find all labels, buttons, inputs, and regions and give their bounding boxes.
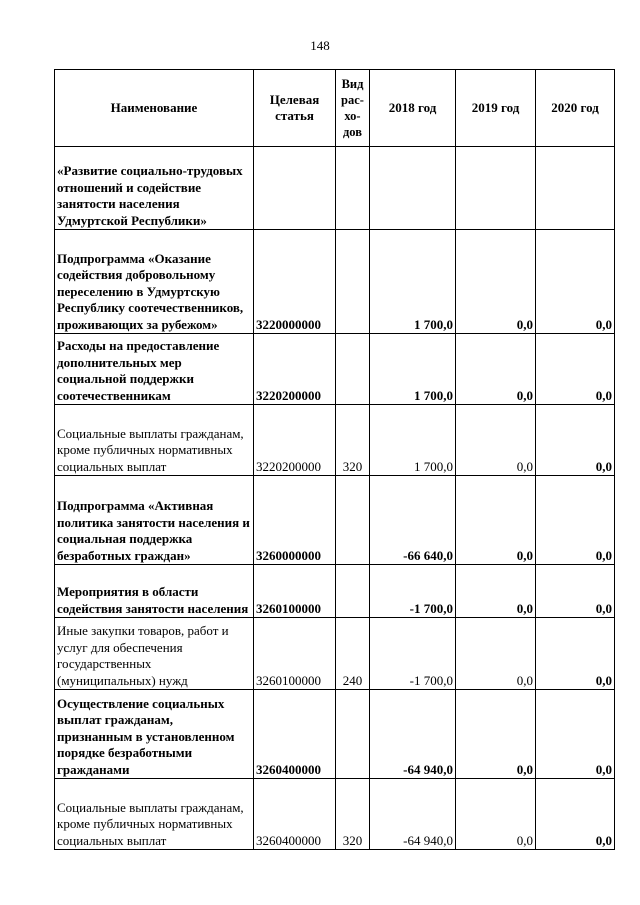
table-row bbox=[55, 147, 615, 230]
row-code: 3260000000 bbox=[254, 476, 336, 565]
row-type bbox=[336, 565, 370, 618]
row-2020: 0,0 bbox=[536, 476, 615, 565]
row-name: Подпрограмма «Активная политика занятости населения и социальная поддержка безработных граждан» bbox=[55, 476, 254, 565]
row-2018: 1 700,0 bbox=[370, 405, 456, 476]
row-2020: 0,0 bbox=[536, 690, 615, 779]
row-name: Социальные выплаты гражданам, кроме публичных нормативных социальных выплат bbox=[55, 405, 254, 476]
row-name: Социальные выплаты гражданам, кроме публичных нормативных социальных выплат bbox=[55, 779, 254, 850]
table-row bbox=[55, 565, 615, 618]
row-2019: 0,0 bbox=[456, 690, 536, 779]
row-2020: 0,0 bbox=[536, 779, 615, 850]
row-code: 3260100000 bbox=[254, 565, 336, 618]
row-type: 240 bbox=[336, 618, 370, 690]
row-type bbox=[336, 230, 370, 334]
row-2019: 0,0 bbox=[456, 565, 536, 618]
budget-table bbox=[54, 69, 615, 850]
row-2020: 0,0 bbox=[536, 230, 615, 334]
row-type bbox=[336, 147, 370, 230]
table-row bbox=[55, 405, 615, 476]
row-type bbox=[336, 690, 370, 779]
row-2020: 0,0 bbox=[536, 334, 615, 405]
row-type bbox=[336, 476, 370, 565]
table-row bbox=[55, 230, 615, 334]
row-2018: -64 940,0 bbox=[370, 690, 456, 779]
table-row bbox=[55, 334, 615, 405]
row-2019: 0,0 bbox=[456, 476, 536, 565]
row-name: Мероприятия в области содействия занятости населения bbox=[55, 565, 254, 618]
table-row bbox=[55, 476, 615, 565]
row-2019: 0,0 bbox=[456, 779, 536, 850]
table-row bbox=[55, 779, 615, 850]
row-2019: 0,0 bbox=[456, 618, 536, 690]
row-2020 bbox=[536, 147, 615, 230]
row-2018: 1 700,0 bbox=[370, 230, 456, 334]
row-code: 3260400000 bbox=[254, 779, 336, 850]
row-2018: 1 700,0 bbox=[370, 334, 456, 405]
row-2018: -1 700,0 bbox=[370, 565, 456, 618]
row-2019: 0,0 bbox=[456, 405, 536, 476]
row-2018 bbox=[370, 147, 456, 230]
row-code bbox=[254, 147, 336, 230]
row-type: 320 bbox=[336, 405, 370, 476]
row-code: 3260100000 bbox=[254, 618, 336, 690]
row-name: «Развитие социально-трудовых отношений и содействие занятости населения Удмуртской Республики» bbox=[55, 147, 254, 230]
row-2019 bbox=[456, 147, 536, 230]
table-header-row bbox=[55, 70, 615, 147]
row-name: Иные закупки товаров, работ и услуг для обеспечения государственных (муниципальных) нужд bbox=[55, 618, 254, 690]
row-name: Осуществление социальных выплат гражданам, признанным в установленном порядке безработными гражданами bbox=[55, 690, 254, 779]
header-2020: 2020 год bbox=[536, 70, 615, 147]
row-code: 3220000000 bbox=[254, 230, 336, 334]
table-row bbox=[55, 618, 615, 690]
row-2020: 0,0 bbox=[536, 405, 615, 476]
row-2019: 0,0 bbox=[456, 334, 536, 405]
row-type bbox=[336, 334, 370, 405]
header-name: Наименование bbox=[55, 70, 254, 147]
row-2019: 0,0 bbox=[456, 230, 536, 334]
header-2018: 2018 год bbox=[370, 70, 456, 147]
row-code: 3220200000 bbox=[254, 405, 336, 476]
row-name: Расходы на предоставление дополнительных мер социальной поддержки соотечественникам bbox=[55, 334, 254, 405]
row-2018: -1 700,0 bbox=[370, 618, 456, 690]
row-code: 3220200000 bbox=[254, 334, 336, 405]
row-code: 3260400000 bbox=[254, 690, 336, 779]
row-name: Подпрограмма «Оказание содействия добровольному переселению в Удмуртскую Республику соотечественников, проживающих за рубежом» bbox=[55, 230, 254, 334]
row-2020: 0,0 bbox=[536, 618, 615, 690]
row-2018: -64 940,0 bbox=[370, 779, 456, 850]
page-number: 148 bbox=[310, 38, 330, 53]
row-2020: 0,0 bbox=[536, 565, 615, 618]
header-expense-type: Вид рас-хо-дов bbox=[336, 70, 370, 147]
row-2018: -66 640,0 bbox=[370, 476, 456, 565]
table-row bbox=[55, 690, 615, 779]
row-type: 320 bbox=[336, 779, 370, 850]
header-target-article: Целевая статья bbox=[254, 70, 336, 147]
header-2019: 2019 год bbox=[456, 70, 536, 147]
